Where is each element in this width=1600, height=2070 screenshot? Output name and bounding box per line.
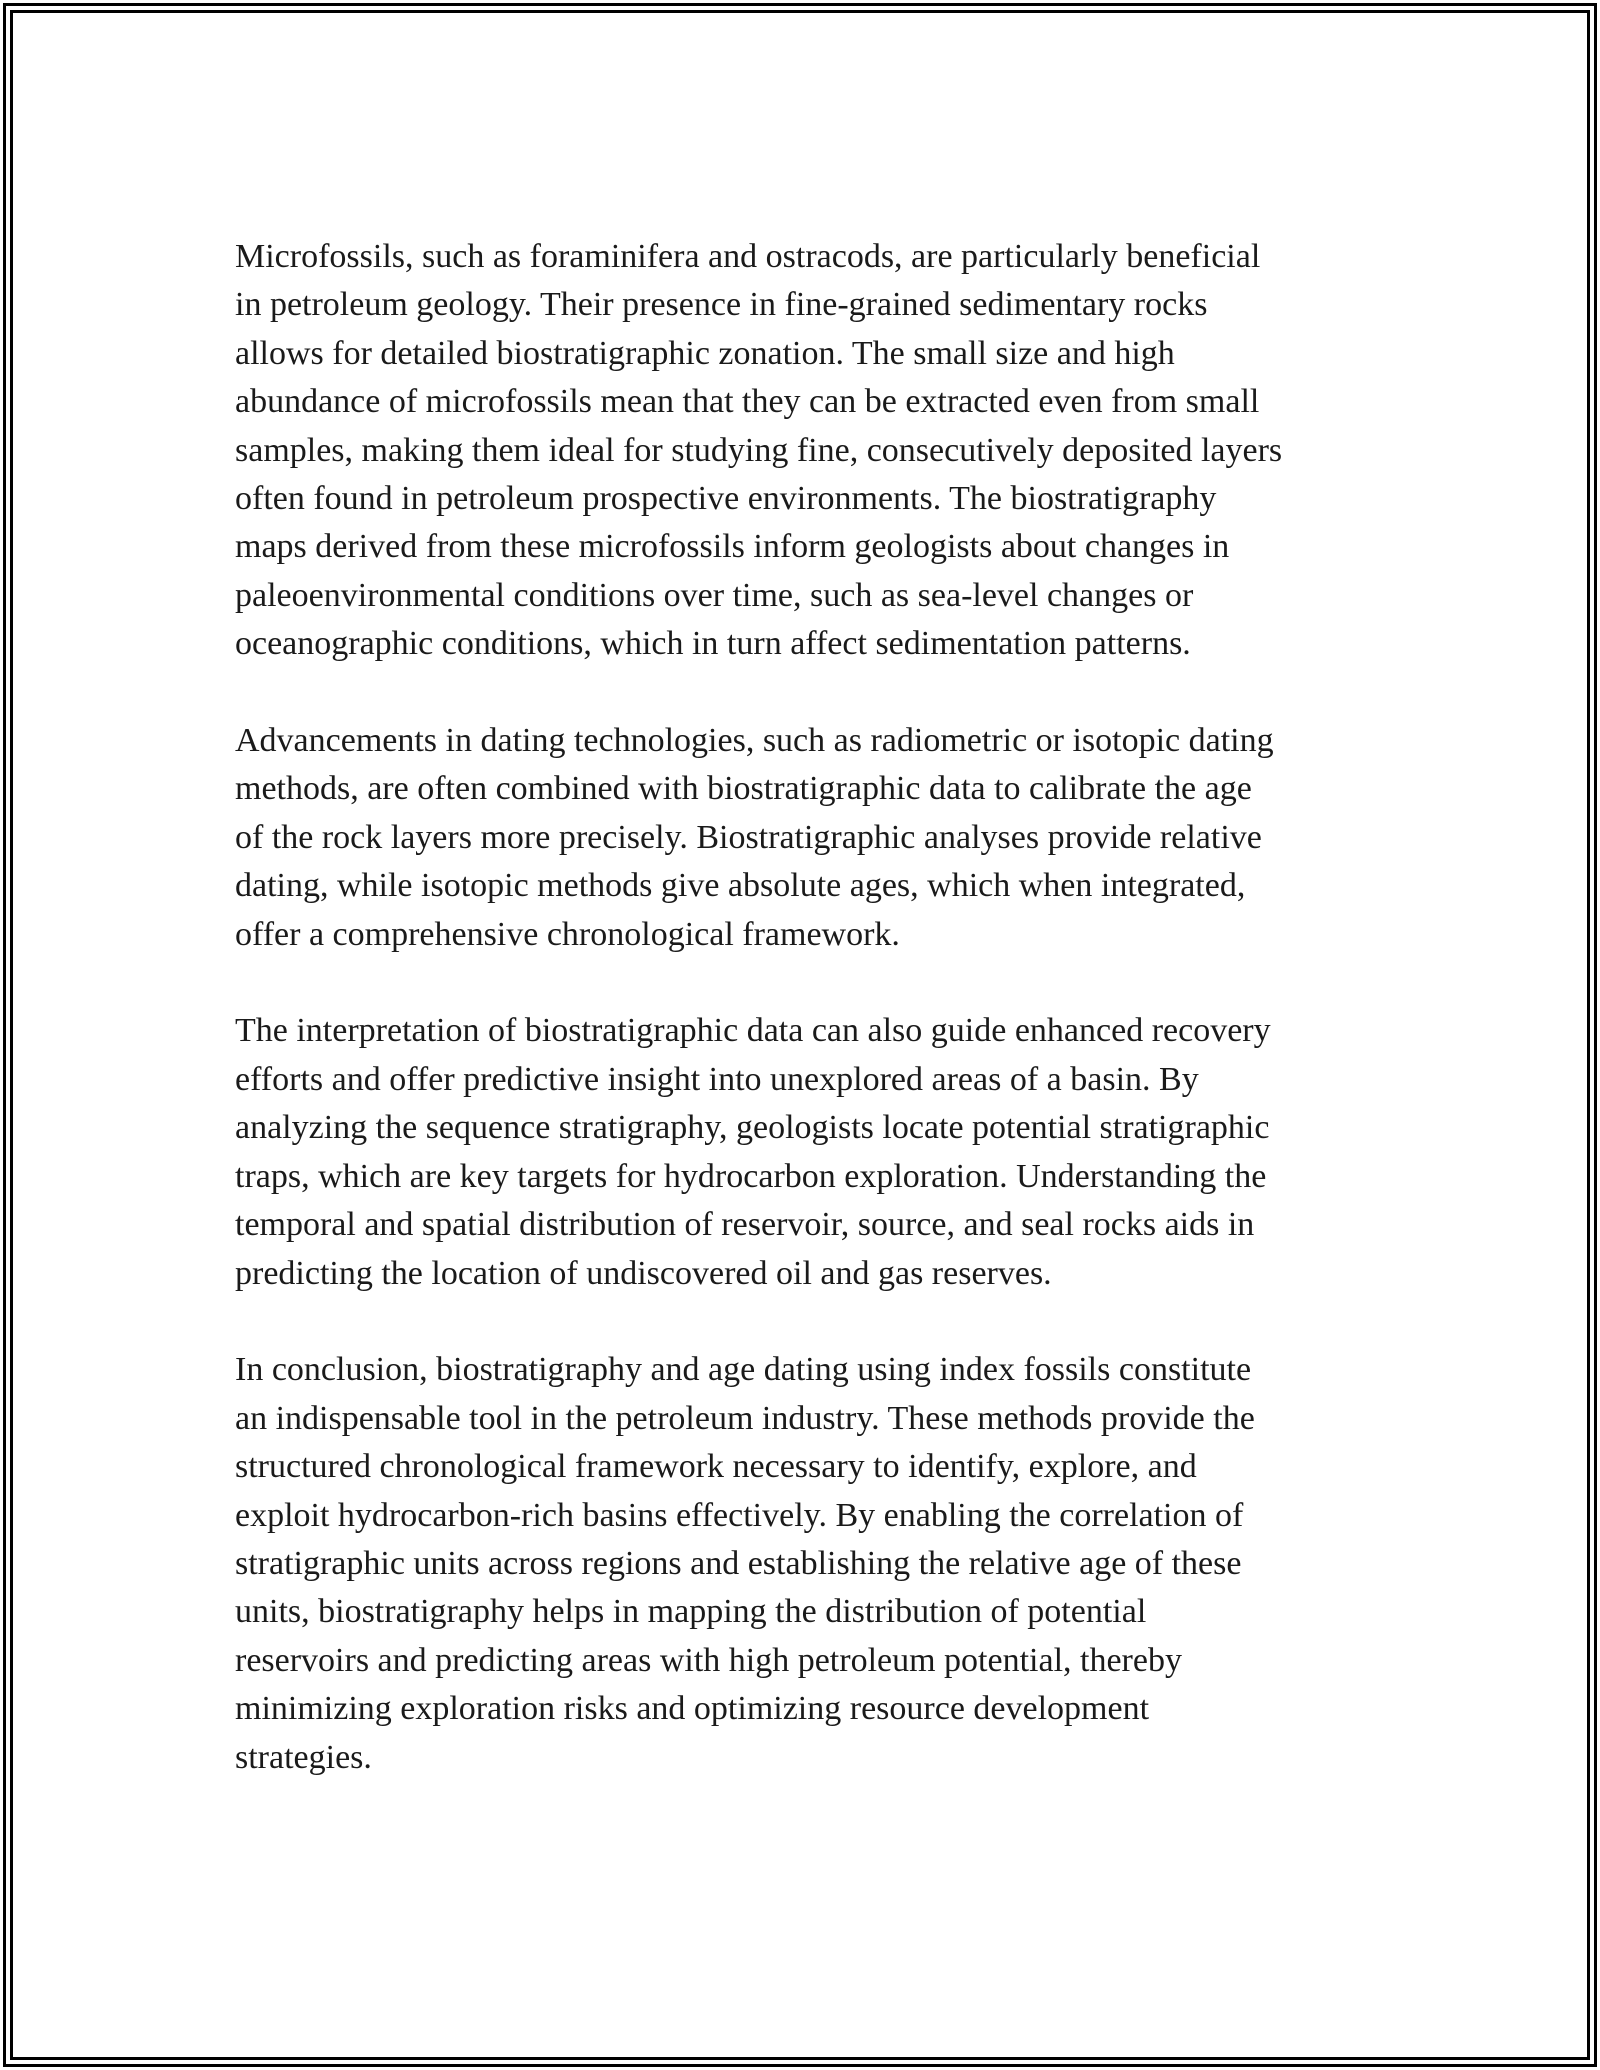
text-line: abundance of microfossils mean that they can be extracted even from small <box>235 383 1260 421</box>
text-line: paleoenvironmental conditions over time, such as sea-level changes or <box>235 576 1194 614</box>
paragraph-dating-technologies <box>235 717 1385 959</box>
text-line: temporal and spatial distribution of reservoir, source, and seal rocks aids in <box>235 1206 1255 1244</box>
text-line: reservoirs and predicting areas with high petroleum potential, thereby <box>235 1641 1182 1679</box>
text-line: strategies. <box>235 1738 372 1776</box>
text-line: samples, making them ideal for studying fine, consecutively deposited layers <box>235 431 1283 469</box>
paragraph-microfossils <box>235 233 1385 669</box>
text-line: Microfossils, such as foraminifera and ostracods, are particularly beneficial <box>235 238 1261 275</box>
paragraph-conclusion <box>235 1346 1385 1782</box>
text-line: offer a comprehensive chronological framework. <box>235 915 900 953</box>
text-line: analyzing the sequence stratigraphy, geologists locate potential stratigraphic <box>235 1109 1270 1147</box>
text-line: often found in petroleum prospective environments. The biostratigraphy <box>235 480 1217 518</box>
text-line: exploit hydrocarbon-rich basins effectively. By enabling the correlation of <box>235 1496 1244 1534</box>
text-line: Advancements in dating technologies, such as radiometric or isotopic dating <box>235 722 1274 760</box>
text-line: structured chronological framework necessary to identify, explore, and <box>235 1448 1197 1486</box>
text-line: traps, which are key targets for hydrocarbon exploration. Understanding the <box>235 1157 1267 1195</box>
paragraph-interpretation <box>235 1007 1385 1297</box>
text-line: methods, are often combined with biostratigraphic data to calibrate the age <box>235 770 1252 808</box>
text-line: efforts and offer predictive insight into unexplored areas of a basin. By <box>235 1060 1199 1098</box>
text-line: of the rock layers more precisely. Biostratigraphic analyses provide relative <box>235 818 1262 856</box>
text-line: maps derived from these microfossils inform geologists about changes in <box>235 528 1230 566</box>
text-line: oceanographic conditions, which in turn affect sedimentation patterns. <box>235 625 1191 663</box>
text-line: stratigraphic units across regions and establishing the relative age of these <box>235 1544 1242 1582</box>
text-line: in petroleum geology. Their presence in fine-grained sedimentary rocks <box>235 286 1208 324</box>
text-line: predicting the location of undiscovered oil and gas reserves. <box>235 1254 1052 1292</box>
text-line: In conclusion, biostratigraphy and age dating using index fossils constitute <box>235 1351 1252 1389</box>
text-line: allows for detailed biostratigraphic zonation. The small size and high <box>235 334 1175 372</box>
text-line: an indispensable tool in the petroleum industry. These methods provide the <box>235 1399 1255 1437</box>
text-line: The interpretation of biostratigraphic data can also guide enhanced recovery <box>235 1012 1271 1050</box>
text-line: dating, while isotopic methods give absolute ages, which when integrated, <box>235 867 1246 905</box>
text-line: units, biostratigraphy helps in mapping the distribution of potential <box>235 1593 1147 1631</box>
text-line: minimizing exploration risks and optimizing resource development <box>235 1690 1150 1728</box>
document-body <box>235 233 1385 1830</box>
